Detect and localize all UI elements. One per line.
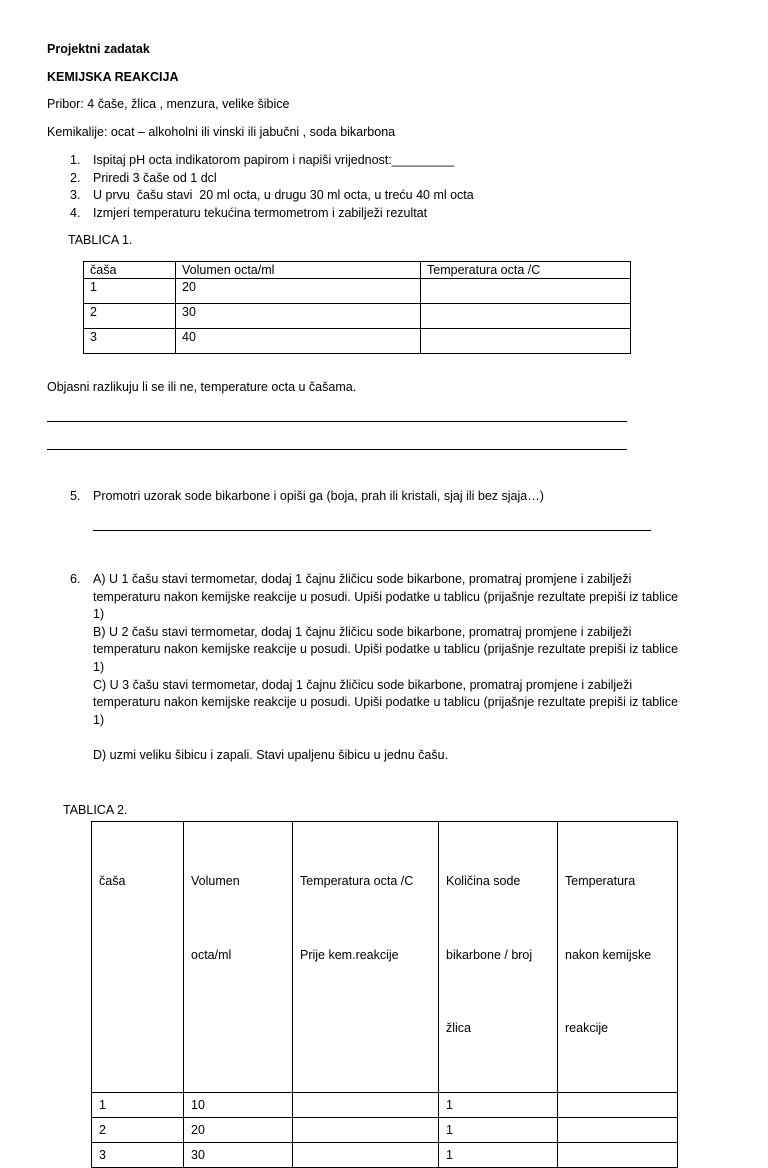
table-cell: 1: [439, 1142, 558, 1167]
table-cell: 1: [92, 1092, 184, 1117]
header-line: reakcije: [565, 1021, 609, 1035]
step-line: [0, 659, 768, 676]
header-line: Temperatura: [565, 874, 636, 888]
step-text-line: 1): [93, 660, 105, 674]
table-row: [92, 1092, 678, 1117]
table-header-cell: čaša: [84, 262, 176, 279]
step-item: [0, 187, 768, 204]
step-line: [0, 694, 768, 711]
header-line: Temperatura octa /C: [300, 874, 414, 888]
table-header-cell: Temperatura octa /C: [421, 262, 631, 279]
table-header-cell: [92, 822, 184, 1093]
table-cell: 2: [92, 1117, 184, 1142]
table-cell: 3: [92, 1142, 184, 1167]
table-row: [84, 304, 631, 329]
document-title: Projektni zadatak: [47, 42, 150, 56]
table-header-row: [92, 822, 678, 1093]
step-item: [0, 205, 768, 222]
step-item: [0, 152, 768, 169]
step-number: 4.: [70, 205, 81, 220]
answer-line: [47, 421, 627, 422]
equipment-line: Pribor: 4 čaše, žlica , menzura, velike šibice: [47, 97, 290, 111]
step-line: [0, 747, 768, 764]
step-text-line: temperaturu nakon kemijske reakcije u posudi. Upiši podatke u tablicu (prijašnje rezultate prepiši iz tablice: [93, 589, 679, 604]
table-cell-empty: [293, 1142, 439, 1167]
table-cell: 40: [176, 329, 421, 354]
step-number: 5.: [70, 489, 81, 503]
table-cell-empty: [558, 1142, 678, 1167]
step-text-line: B) U 2 čašu stavi termometar, dodaj 1 čajnu žličicu sode bikarbone, promatraj promjene i zabilježi: [93, 624, 632, 639]
table1-caption: TABLICA 1.: [68, 233, 133, 247]
step-text-line: temperaturu nakon kemijske reakcije u posudi. Upiši podatke u tablicu (prijašnje rezultate prepiši iz tablice: [93, 642, 679, 657]
table-cell-empty: [293, 1092, 439, 1117]
header-line: žlica: [446, 1021, 472, 1035]
step-line: [0, 712, 768, 729]
header-line: Volumen: [191, 874, 240, 888]
header-line: octa/ml: [191, 947, 232, 962]
table1: [83, 261, 631, 354]
table-cell: 30: [184, 1142, 293, 1167]
step-text-line: D) uzmi veliku šibicu i zapali. Stavi upaljenu šibicu u jednu čašu.: [93, 748, 449, 762]
table-header-cell: [558, 822, 678, 1093]
table-header-cell: Volumen octa/ml: [176, 262, 421, 279]
step-number: 1.: [70, 153, 81, 167]
step-line: [0, 589, 768, 606]
table-cell: 30: [176, 304, 421, 329]
step-line: [0, 624, 768, 641]
table-cell-empty: [558, 1117, 678, 1142]
step-number: 6.: [70, 572, 81, 586]
header-line: Količina sode: [446, 874, 521, 888]
table-header-cell: [184, 822, 293, 1093]
step-line: [0, 641, 768, 658]
step-text-line: C) U 3 čašu stavi termometar, dodaj 1 čajnu žličicu sode bikarbone, promatraj promjene i zabilježi: [93, 677, 633, 692]
step-text: Promotri uzorak sode bikarbone i opiši ga (boja, prah ili kristali, sjaj ili bez sjaja…): [93, 489, 544, 503]
table-cell: 20: [184, 1117, 293, 1142]
step-text-line: A) U 1 čašu stavi termometar, dodaj 1 čajnu žličicu sode bikarbone, promatraj promjene i zabilježi: [93, 572, 632, 586]
step-text-line: 1): [93, 712, 105, 727]
header-line: nakon kemijske: [565, 947, 652, 962]
step-line: [0, 606, 768, 623]
table-cell-empty: [558, 1092, 678, 1117]
step-text-line: temperaturu nakon kemijske reakcije u posudi. Upiši podatke u tablicu (prijašnje rezultate prepiši iz tablice: [93, 695, 679, 710]
step-item: [0, 488, 768, 505]
table-header-cell: [293, 822, 439, 1093]
table-cell-empty: [293, 1117, 439, 1142]
table-cell-empty: [421, 279, 631, 304]
header-line: bikarbone / broj: [446, 947, 533, 962]
table-cell: 3: [84, 329, 176, 354]
table-row: [84, 329, 631, 354]
chemicals-line: Kemikalije: ocat – alkoholni ili vinski ili jabučni , soda bikarbona: [47, 125, 396, 139]
answer-line: [93, 530, 651, 531]
step-text: U prvu čašu stavi 20 ml octa, u drugu 30 ml octa, u treću 40 ml octa: [93, 188, 474, 203]
table-cell: 1: [439, 1117, 558, 1142]
answer-line: [47, 449, 627, 450]
question-text: Objasni razlikuju li se ili ne, temperature octa u čašama.: [47, 380, 357, 394]
step-text: Ispitaj pH octa indikatorom papirom i napiši vrijednost:_________: [93, 153, 455, 167]
step-item: [0, 571, 768, 588]
step-line: [0, 677, 768, 694]
table-cell-empty: [421, 304, 631, 329]
step-text: Priredi 3 čaše od 1 dcl: [93, 170, 217, 185]
table-cell: 2: [84, 304, 176, 329]
table-cell: 1: [439, 1092, 558, 1117]
table-cell: 20: [176, 279, 421, 304]
header-line: čaša: [99, 874, 126, 888]
step-number: 2.: [70, 170, 81, 185]
table-header-cell: [439, 822, 558, 1093]
table-row: [84, 279, 631, 304]
step-item: [0, 170, 768, 187]
table-row: [92, 1142, 678, 1167]
step-number: 3.: [70, 188, 81, 203]
table-cell: 10: [184, 1092, 293, 1117]
document-subtitle: KEMIJSKA REAKCIJA: [47, 70, 179, 84]
table-cell-empty: [421, 329, 631, 354]
table-cell: 1: [84, 279, 176, 304]
header-line: Prije kem.reakcije: [300, 947, 399, 962]
table-row: [92, 1117, 678, 1142]
table2-caption: TABLICA 2.: [63, 803, 128, 817]
step-text-line: 1): [93, 607, 105, 622]
table-header-row: [84, 262, 631, 279]
table2: [91, 821, 678, 1168]
step-text: Izmjeri temperaturu tekućina termometrom i zabilježi rezultat: [93, 205, 428, 220]
